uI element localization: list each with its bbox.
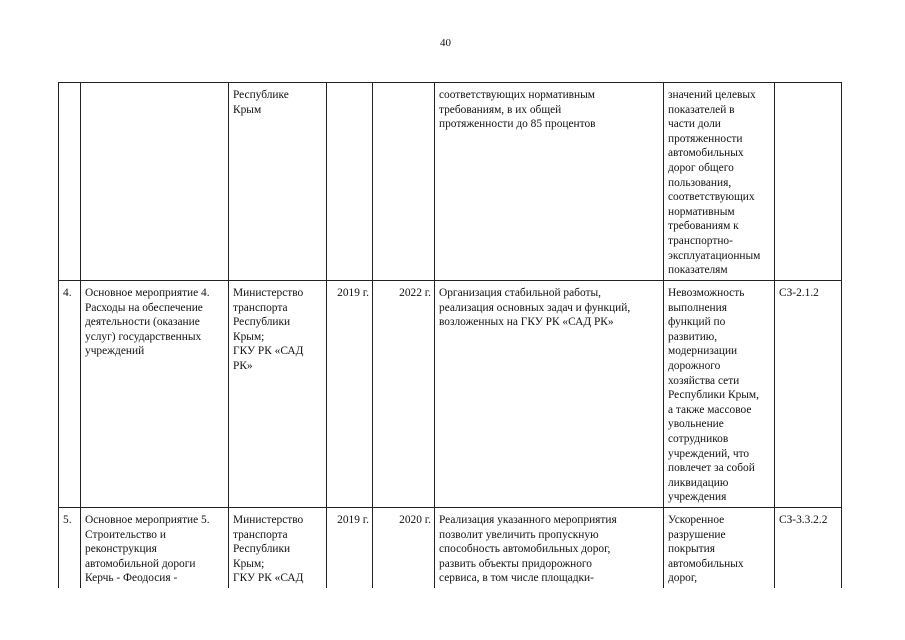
start-year-cell: 2019 г. [327, 281, 373, 508]
program-table [58, 82, 842, 588]
measure-name-cell: Основное мероприятие 5. Строительство и реконструкция автомобильной дороги Керчь - Феодосия - [81, 507, 229, 587]
measure-name-cell: Основное мероприятие 4. Расходы на обеспечение деятельности (оказание услуг) государственных учреждений [81, 281, 229, 508]
start-year-cell: 2019 г. [327, 507, 373, 587]
expected-result-cell: Организация стабильной работы, реализация основных задач и функций, возложенных на ГКУ РК «САД РК» [435, 281, 664, 508]
row-number-cell: 5. [59, 507, 81, 587]
row-number-cell [59, 83, 81, 281]
end-year-cell: 2020 г. [373, 507, 435, 587]
table-row [59, 83, 842, 281]
consequences-cell: Невозможность выполнения функций по развитию, модернизации дорожного хозяйства сети Республики Крым, а также массовое увольнение сотрудников учреждений, что повлечет за собой ликвидацию учреждения [664, 281, 775, 508]
end-year-cell: 2022 г. [373, 281, 435, 508]
start-year-cell [327, 83, 373, 281]
executor-cell: Министерство транспорта Республики Крым; ГКУ РК «САД РК» [229, 281, 327, 508]
indicator-cell: СЗ-3.3.2.2 [775, 507, 842, 587]
indicator-cell [775, 83, 842, 281]
table-row [59, 507, 842, 587]
executor-cell: Министерство транспорта Республики Крым; ГКУ РК «САД [229, 507, 327, 587]
end-year-cell [373, 83, 435, 281]
executor-cell: Республике Крым [229, 83, 327, 281]
measure-name-cell [81, 83, 229, 281]
row-number-cell: 4. [59, 281, 81, 508]
indicator-cell: СЗ-2.1.2 [775, 281, 842, 508]
consequences-cell: Ускоренное разрушение покрытия автомобильных дорог, [664, 507, 775, 587]
expected-result-cell: Реализация указанного мероприятия позволит увеличить пропускную способность автомобильных дорог, развить объекты придорожного сервиса, в том числе площадки- [435, 507, 664, 587]
consequences-cell: значений целевых показателей в части доли протяженности автомобильных дорог общего пользования, соответствующих нормативным требованиям к транспортно- эксплуатационным показателям [664, 83, 775, 281]
table-row [59, 281, 842, 508]
expected-result-cell: соответствующих нормативным требованиям, в их общей протяженности до 85 процентов [435, 83, 664, 281]
page-number: 40 [440, 37, 451, 49]
